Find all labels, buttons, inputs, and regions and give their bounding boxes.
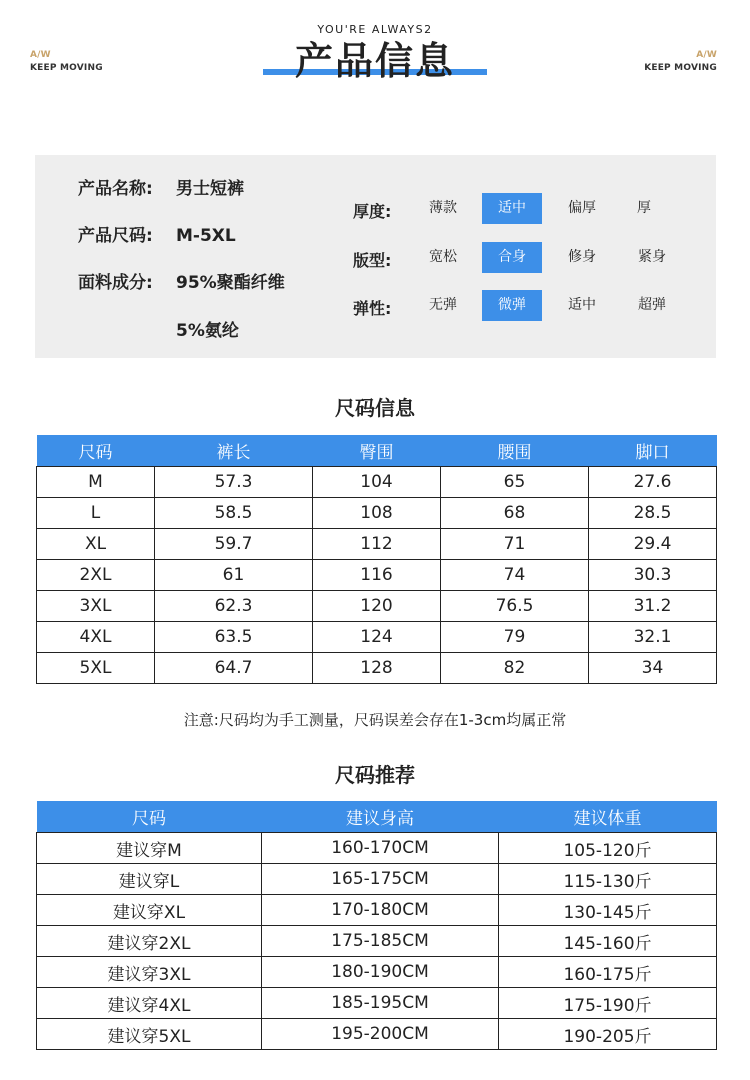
table-row: [37, 653, 717, 684]
table-cell: 79: [441, 622, 589, 653]
fit-option: 紧身: [638, 249, 666, 265]
brand-tag-slogan: KEEP MOVING: [30, 63, 103, 73]
table-cell: 30.3: [589, 560, 717, 591]
product-size-label: 产品尺码:: [78, 226, 153, 246]
elasticity-label: 弹性:: [353, 299, 392, 318]
table-row: [37, 864, 717, 895]
brand-tag-season: A/W: [30, 50, 51, 60]
product-name-label: 产品名称:: [78, 179, 153, 199]
table-cell: 58.5: [155, 498, 313, 529]
table-cell: 32.1: [589, 622, 717, 653]
table-cell: 建议穿L: [37, 864, 262, 895]
elasticity-option: 超弹: [638, 297, 666, 313]
column-header: 脚口: [589, 435, 717, 467]
fit-option-selected: 合身: [482, 242, 542, 273]
table-cell: 68: [441, 498, 589, 529]
table-cell: 108: [313, 498, 441, 529]
table-cell: 建议穿3XL: [37, 957, 262, 988]
brand-tag-slogan: KEEP MOVING: [644, 63, 717, 73]
table-cell: 28.5: [589, 498, 717, 529]
table-cell: 185-195CM: [262, 988, 499, 1019]
product-material-row: [78, 268, 285, 293]
table-cell: 建议穿4XL: [37, 988, 262, 1019]
table-cell: 2XL: [37, 560, 155, 591]
table-header-row: [37, 435, 717, 467]
column-header: 裤长: [155, 435, 313, 467]
fit-option: 修身: [568, 249, 596, 265]
table-row: [37, 957, 717, 988]
table-cell: 64.7: [155, 653, 313, 684]
table-cell: 175-190斤: [499, 988, 717, 1019]
table-cell: 71: [441, 529, 589, 560]
thickness-label: 厚度:: [353, 202, 392, 221]
table-cell: 4XL: [37, 622, 155, 653]
column-header: 尺码: [37, 435, 155, 467]
table-cell: L: [37, 498, 155, 529]
fit-option: 宽松: [429, 249, 457, 265]
product-material-label: 面料成分:: [78, 273, 153, 293]
product-name-value: 男士短裤: [176, 179, 244, 199]
table-row: [37, 622, 717, 653]
measurement-note: 注意:尺码均为手工测量，尺码误差会存在1-3cm均属正常: [183, 711, 567, 729]
table-cell: 195-200CM: [262, 1019, 499, 1050]
table-cell: 130-145斤: [499, 895, 717, 926]
table-cell: 65: [441, 467, 589, 498]
product-size-row: [78, 221, 236, 246]
table-cell: 180-190CM: [262, 957, 499, 988]
table-cell: 76.5: [441, 591, 589, 622]
thickness-option-selected: 适中: [482, 193, 542, 224]
table-cell: M: [37, 467, 155, 498]
table-cell: 3XL: [37, 591, 155, 622]
elasticity-option: 适中: [568, 297, 596, 313]
table-row: [37, 926, 717, 957]
table-cell: 建议穿2XL: [37, 926, 262, 957]
elasticity-option: 无弹: [429, 297, 457, 313]
size-info-title: 尺码信息: [335, 396, 415, 420]
column-header: 尺码: [37, 801, 262, 833]
table-row: [37, 895, 717, 926]
column-header: 建议身高: [262, 801, 499, 833]
table-row: [37, 529, 717, 560]
table-cell: 128: [313, 653, 441, 684]
table-cell: XL: [37, 529, 155, 560]
brand-tag-season: A/W: [696, 50, 717, 60]
page-title: 产品信息: [294, 39, 455, 83]
table-cell: 190-205斤: [499, 1019, 717, 1050]
table-header-row: [37, 801, 717, 833]
table-cell: 61: [155, 560, 313, 591]
table-cell: 建议穿5XL: [37, 1019, 262, 1050]
table-cell: 74: [441, 560, 589, 591]
table-cell: 62.3: [155, 591, 313, 622]
thickness-option: 厚: [637, 200, 651, 216]
page-subtitle: YOU'RE ALWAYS2: [317, 23, 433, 36]
column-header: 腰围: [441, 435, 589, 467]
table-cell: 82: [441, 653, 589, 684]
table-cell: 31.2: [589, 591, 717, 622]
table-row: [37, 467, 717, 498]
column-header: 臀围: [313, 435, 441, 467]
table-cell: 建议穿M: [37, 833, 262, 864]
product-size-value: M-5XL: [176, 226, 236, 246]
product-material-value: 95%聚酯纤维: [176, 273, 285, 293]
elasticity-option-selected: 微弹: [482, 290, 542, 321]
table-cell: 112: [313, 529, 441, 560]
table-cell: 105-120斤: [499, 833, 717, 864]
table-row: [37, 1019, 717, 1050]
size-recommend-title: 尺码推荐: [335, 763, 415, 787]
table-row: [37, 833, 717, 864]
table-cell: 34: [589, 653, 717, 684]
table-row: [37, 591, 717, 622]
table-cell: 建议穿XL: [37, 895, 262, 926]
table-cell: 116: [313, 560, 441, 591]
thickness-option: 薄款: [429, 200, 457, 216]
size-recommend-table: [36, 801, 717, 1050]
table-row: [37, 988, 717, 1019]
table-cell: 63.5: [155, 622, 313, 653]
table-cell: 124: [313, 622, 441, 653]
table-cell: 120: [313, 591, 441, 622]
table-cell: 104: [313, 467, 441, 498]
table-row: [37, 498, 717, 529]
product-name-row: [78, 174, 244, 199]
size-info-table: [36, 435, 717, 684]
table-cell: 59.7: [155, 529, 313, 560]
table-cell: 57.3: [155, 467, 313, 498]
table-cell: 27.6: [589, 467, 717, 498]
table-cell: 115-130斤: [499, 864, 717, 895]
column-header: 建议体重: [499, 801, 717, 833]
table-cell: 145-160斤: [499, 926, 717, 957]
table-cell: 165-175CM: [262, 864, 499, 895]
table-row: [37, 560, 717, 591]
table-cell: 29.4: [589, 529, 717, 560]
thickness-option: 偏厚: [568, 200, 596, 216]
table-cell: 160-170CM: [262, 833, 499, 864]
table-cell: 160-175斤: [499, 957, 717, 988]
product-material-value-2: 5%氨纶: [176, 321, 239, 341]
table-cell: 5XL: [37, 653, 155, 684]
fit-label: 版型:: [353, 251, 392, 270]
table-cell: 175-185CM: [262, 926, 499, 957]
table-cell: 170-180CM: [262, 895, 499, 926]
